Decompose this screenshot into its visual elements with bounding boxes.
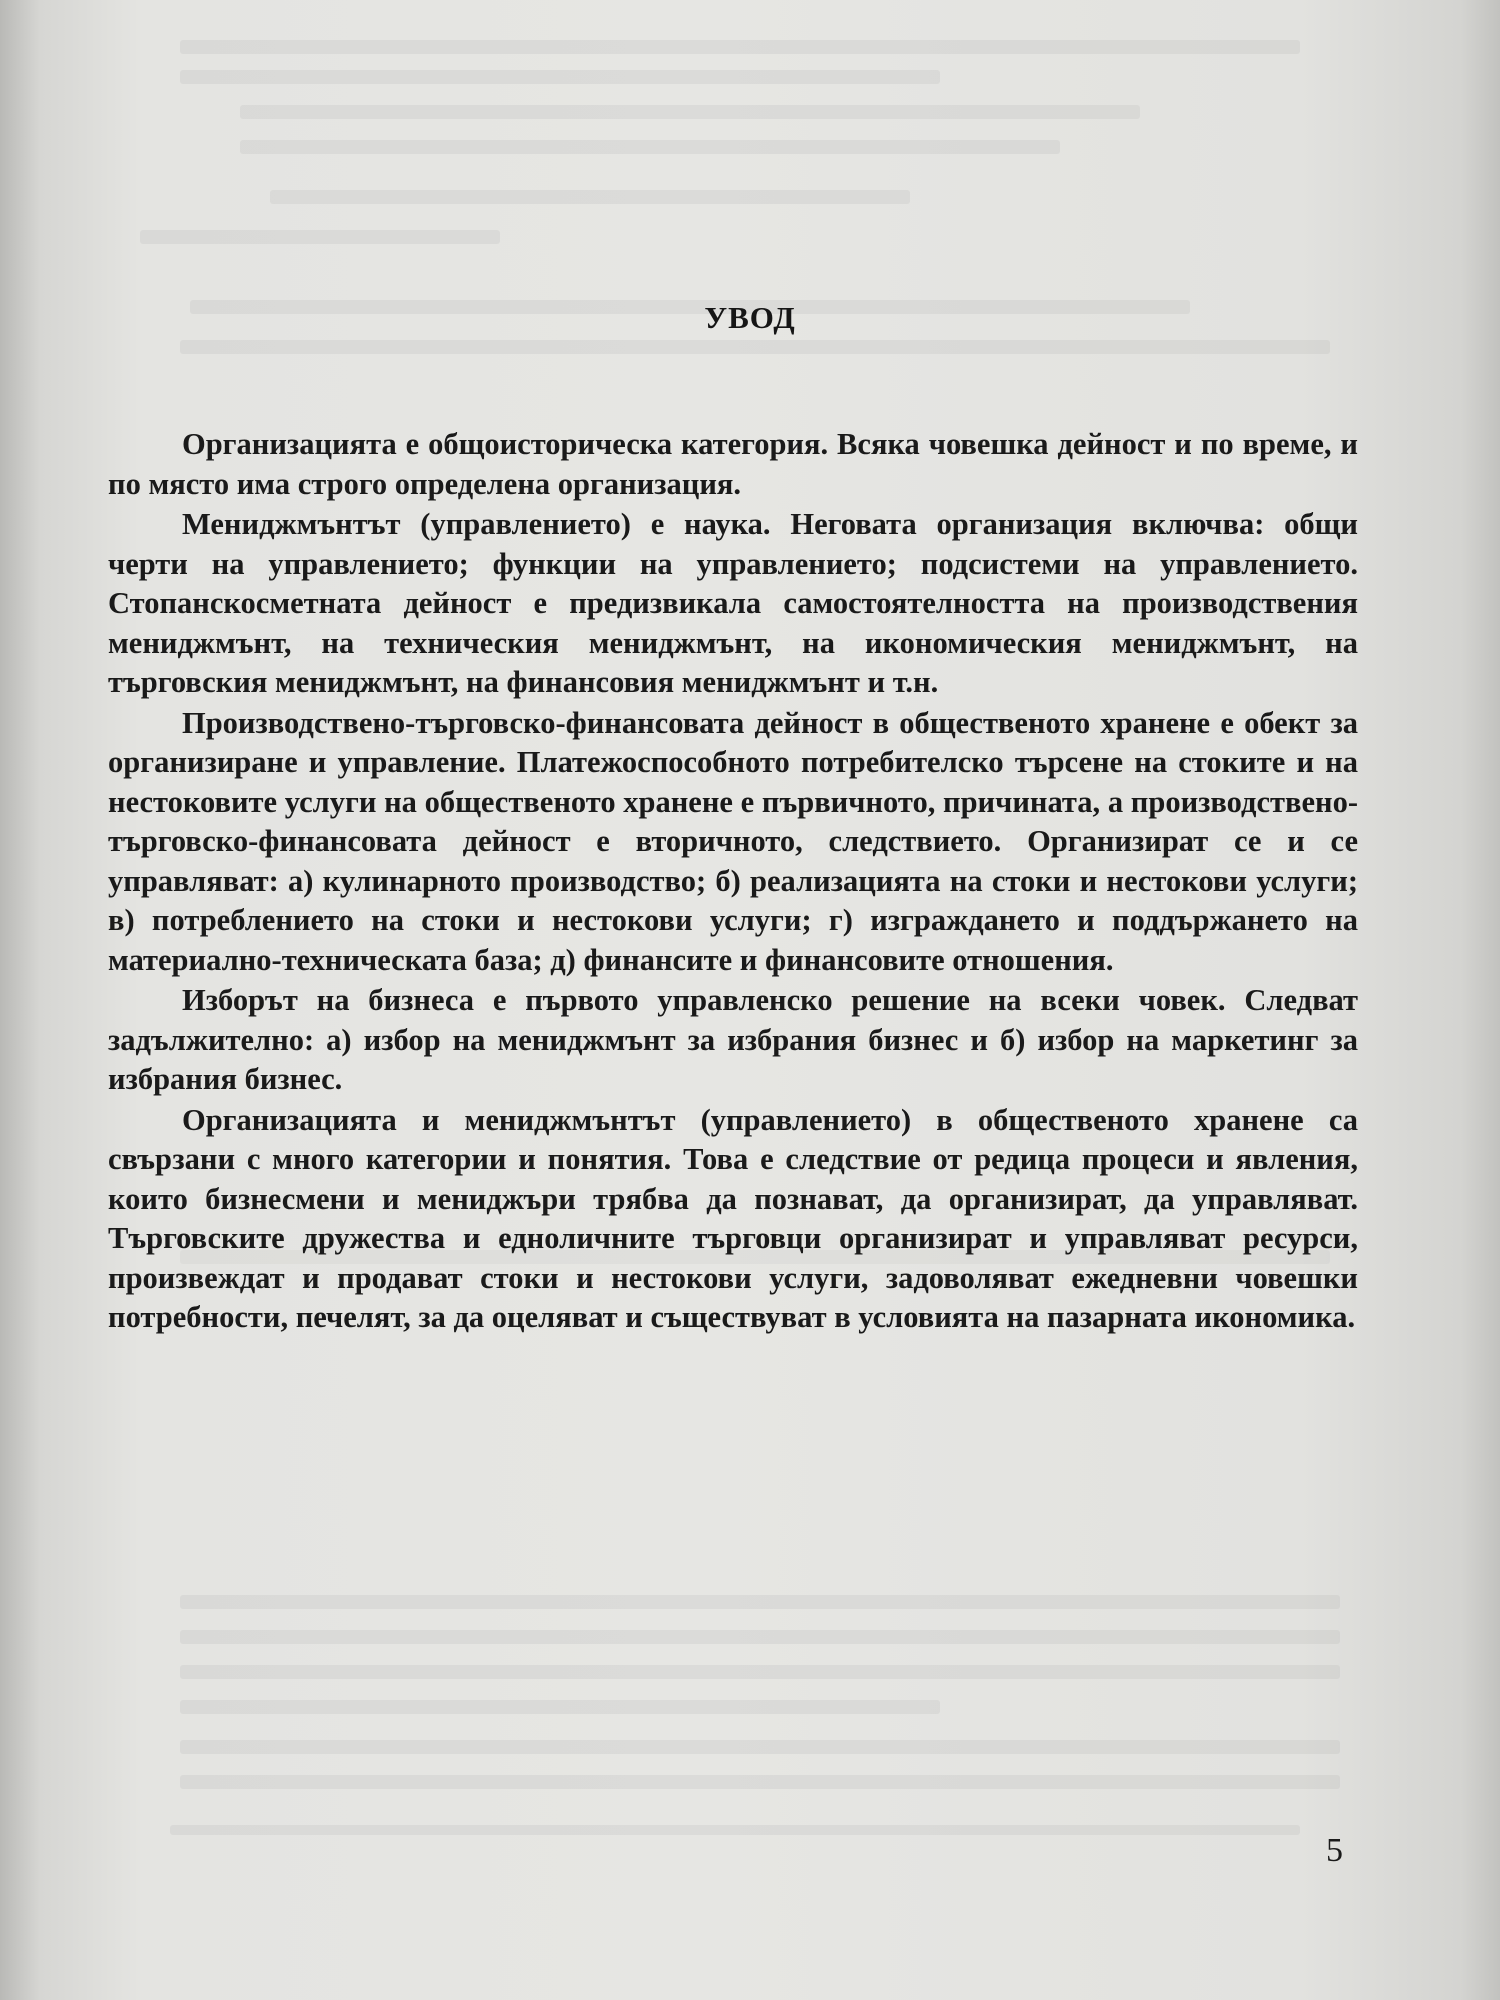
section-heading: УВОД (704, 300, 796, 335)
paragraph-3: Производствено-търговско-финансовата дейност в общественото хранене е обект за организиране и управление. Платежоспособното потребителско търсене на стоките и на нестоковите услуги на общественото хранене е първичното, причината, а производствено-търговско-финансовата дейност е вторичното, следствието. Организират се и се управляват: а) кулинарното производство; б) реализацията на стоки и нестокови услуги; в) потреблението на стоки и нестокови услуги; г) изграждането и поддържането на материално-техническата база; д) финансите и финансовите отношения. (108, 705, 1358, 977)
paragraph-4: Изборът на бизнеса е първото управленско решение на всеки човек. Следват задължително: а) избор на мениджмънт за избрания бизнес и б) избор на маркетинг за избрания бизнес. (108, 983, 1358, 1096)
body-text (108, 425, 1358, 1339)
paragraph-5: Организацията и мениджмънтът (управлението) в общественото хранене са свързани с много категории и понятия. Това е следствие от редица процеси и явления, които бизнесмени и мениджъри трябва да познават, да организират, да управляват. Търговските дружества и едноличните търговци организират и управляват ресурси, произвеждат и продават стоки и нестокови услуги, задоволяват ежедневни човешки потребности, печелят, за да оцеляват и съществуват в условията на пазарната икономика. (108, 1102, 1358, 1334)
paragraph-2: Мениджмънтът (управлението) е наука. Неговата организация включва: общи черти на управлението; функции на управлението; подсистеми на управлението. Стопанскосметната дейност е предизвикала самостоятелността на производствения мениджмънт, на техническия мениджмънт, на икономическия мениджмънт, на търговския мениджмънт, на финансовия мениджмънт и т.н. (108, 507, 1358, 699)
page-number: 5 (1326, 1832, 1343, 1869)
paragraph-1: Организацията е общоисторическа категория. Всяка човешка дейност и по време, и по място има строго определена организация. (108, 427, 1358, 501)
